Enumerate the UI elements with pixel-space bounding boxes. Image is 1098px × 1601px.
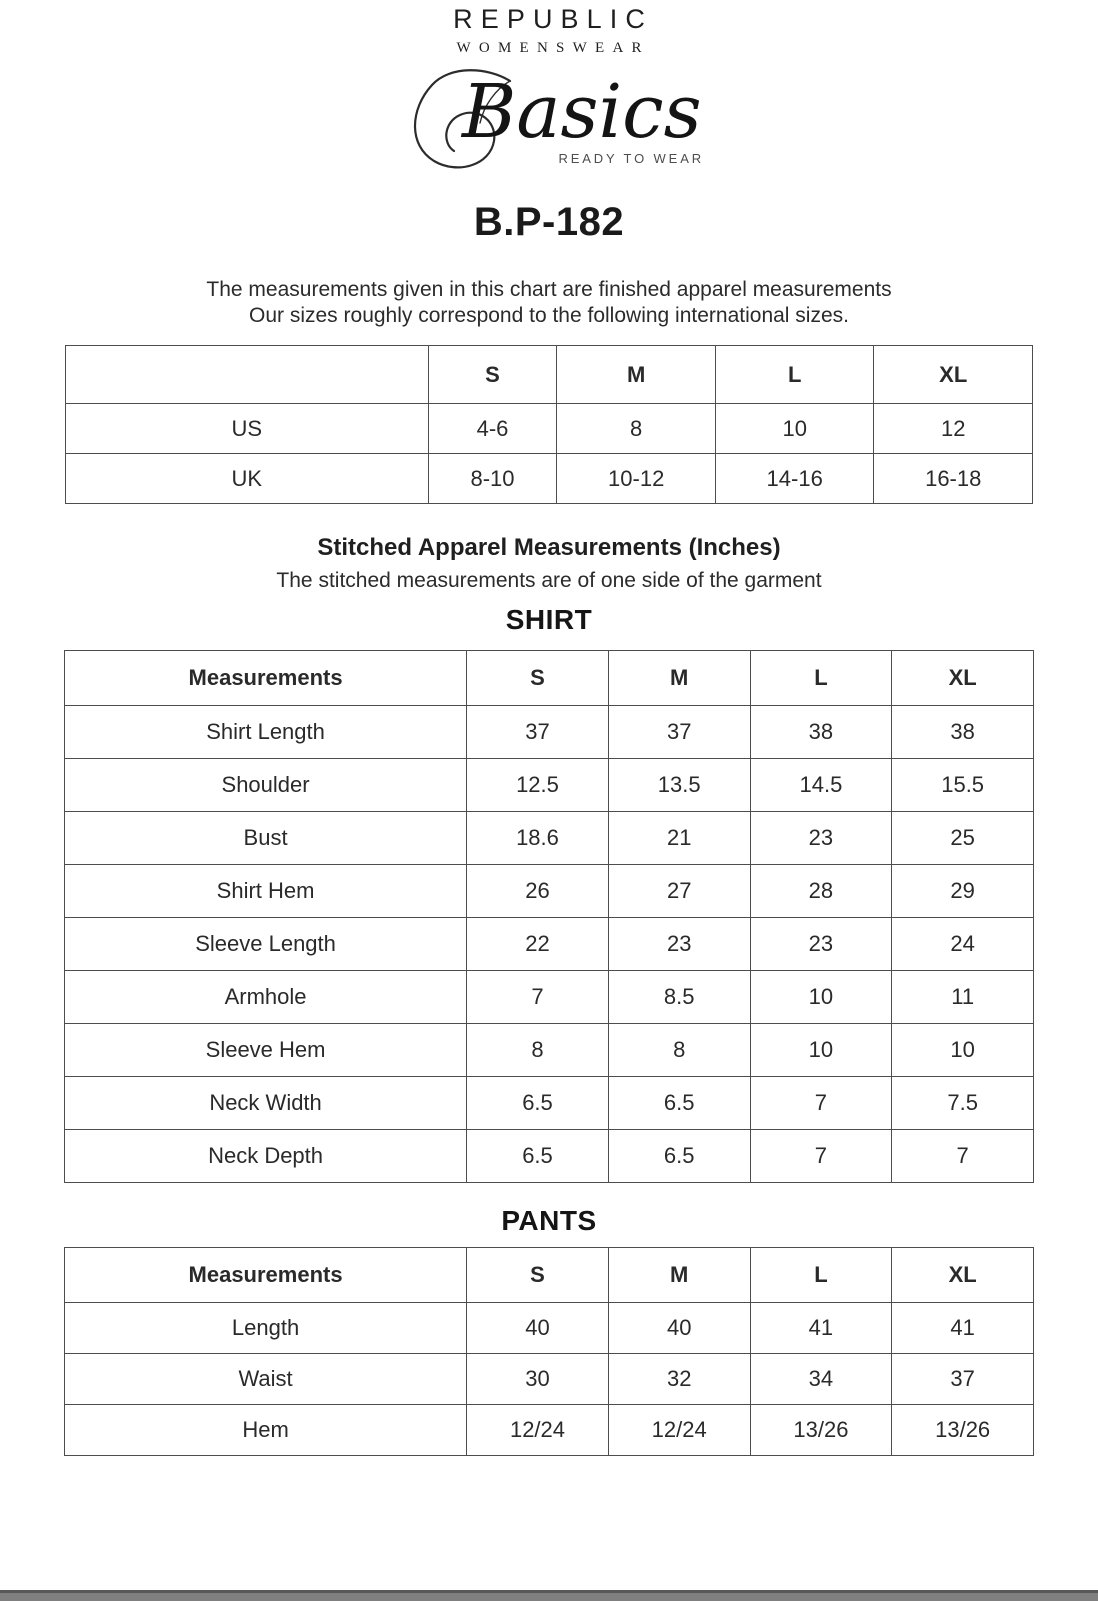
measurement-cell: 25 — [892, 812, 1034, 865]
table-row — [65, 1405, 1034, 1456]
measurement-cell: 8 — [467, 1024, 609, 1077]
measurement-cell: 37 — [608, 706, 750, 759]
table-row — [65, 918, 1034, 971]
intro-line-1: The measurements given in this chart are finished apparel measurements — [206, 278, 892, 301]
row-label: Armhole — [65, 971, 467, 1024]
measurement-cell: 4-6 — [428, 404, 557, 454]
shirt-heading: SHIRT — [505, 604, 593, 635]
measurement-cell: 40 — [608, 1303, 750, 1354]
measurement-cell: 38 — [892, 706, 1034, 759]
table-row — [65, 1303, 1034, 1354]
column-header: M — [608, 1248, 750, 1303]
stitched-measurements-title: Stitched Apparel Measurements (Inches) — [317, 534, 781, 561]
measurement-cell: 7 — [892, 1130, 1034, 1183]
measurement-cell: 29 — [892, 865, 1034, 918]
measurement-cell: 6.5 — [608, 1077, 750, 1130]
measurement-cell: 11 — [892, 971, 1034, 1024]
measurement-cell: 12 — [874, 404, 1033, 454]
stitched-measurements-subtitle: The stitched measurements are of one side of the garment — [276, 569, 822, 592]
column-header: Measurements — [65, 1248, 467, 1303]
row-label: US — [66, 404, 429, 454]
table-header-row — [65, 1248, 1034, 1303]
column-header: S — [467, 651, 609, 706]
measurement-cell: 26 — [467, 865, 609, 918]
shirt-measurements-table — [64, 650, 1034, 1183]
table-row — [65, 706, 1034, 759]
measurement-cell: 14-16 — [715, 454, 874, 504]
brand-header — [0, 0, 1098, 245]
measurement-cell: 15.5 — [892, 759, 1034, 812]
measurement-cell: 41 — [750, 1303, 892, 1354]
column-header: XL — [874, 346, 1033, 404]
measurement-cell: 24 — [892, 918, 1034, 971]
measurement-cell: 30 — [467, 1354, 609, 1405]
row-label: Neck Width — [65, 1077, 467, 1130]
column-header: XL — [892, 1248, 1034, 1303]
column-header: M — [608, 651, 750, 706]
row-label: Length — [65, 1303, 467, 1354]
row-label: Sleeve Length — [65, 918, 467, 971]
measurement-cell: 21 — [608, 812, 750, 865]
measurement-cell: 8 — [608, 1024, 750, 1077]
column-header: XL — [892, 651, 1034, 706]
measurement-cell: 23 — [750, 918, 892, 971]
row-label: Shirt Hem — [65, 865, 467, 918]
measurement-cell: 6.5 — [467, 1130, 609, 1183]
table-row — [66, 454, 1033, 504]
table-row — [65, 1024, 1034, 1077]
pants-measurements-table — [64, 1247, 1034, 1456]
measurement-cell: 10 — [750, 971, 892, 1024]
measurement-cell: 10 — [715, 404, 874, 454]
measurement-cell: 7 — [467, 971, 609, 1024]
column-header: S — [428, 346, 557, 404]
measurement-cell: 10-12 — [557, 454, 716, 504]
measurement-cell: 37 — [467, 706, 609, 759]
measurement-cell: 12/24 — [467, 1405, 609, 1456]
column-header: M — [557, 346, 716, 404]
row-label: Waist — [65, 1354, 467, 1405]
measurement-cell: 38 — [750, 706, 892, 759]
measurement-cell: 6.5 — [467, 1077, 609, 1130]
measurement-cell: 34 — [750, 1354, 892, 1405]
table-row — [65, 971, 1034, 1024]
measurement-cell: 28 — [750, 865, 892, 918]
measurement-cell: 23 — [750, 812, 892, 865]
measurement-cell: 13.5 — [608, 759, 750, 812]
intro-text — [0, 277, 1098, 329]
table-row — [65, 1130, 1034, 1183]
row-label: Sleeve Hem — [65, 1024, 467, 1077]
measurement-cell: 18.6 — [467, 812, 609, 865]
measurement-cell: 8-10 — [428, 454, 557, 504]
measurement-cell: 7 — [750, 1130, 892, 1183]
international-sizes-table — [65, 345, 1033, 504]
table-row — [65, 1077, 1034, 1130]
window-bottom-edge — [0, 1590, 1098, 1601]
table-row — [65, 865, 1034, 918]
table-row — [65, 812, 1034, 865]
measurement-cell: 16-18 — [874, 454, 1033, 504]
brand-subtitle: WOMENSWEAR — [456, 40, 650, 56]
table-row — [66, 404, 1033, 454]
row-label: Shirt Length — [65, 706, 467, 759]
measurement-cell: 41 — [892, 1303, 1034, 1354]
measurement-cell: 27 — [608, 865, 750, 918]
measurement-cell: 12.5 — [467, 759, 609, 812]
column-header: L — [715, 346, 874, 404]
pants-heading: PANTS — [501, 1205, 597, 1236]
measurement-cell: 23 — [608, 918, 750, 971]
measurement-cell: 13/26 — [892, 1405, 1034, 1456]
measurement-cell: 10 — [750, 1024, 892, 1077]
column-header: Measurements — [65, 651, 467, 706]
measurement-cell: 7 — [750, 1077, 892, 1130]
product-code: B.P-182 — [473, 200, 625, 244]
measurement-cell: 7.5 — [892, 1077, 1034, 1130]
logo-script-text: Basics — [462, 69, 702, 155]
measurement-cell: 12/24 — [608, 1405, 750, 1456]
measurement-cell: 13/26 — [750, 1405, 892, 1456]
row-label: Bust — [65, 812, 467, 865]
brand-name: REPUBLIC — [453, 4, 653, 34]
column-header: L — [750, 651, 892, 706]
column-header: L — [750, 1248, 892, 1303]
table-header-row — [66, 346, 1033, 404]
intro-line-2: Our sizes roughly correspond to the following international sizes. — [249, 304, 849, 327]
basics-logo — [384, 59, 714, 181]
table-header-row — [65, 651, 1034, 706]
row-label: UK — [66, 454, 429, 504]
logo-tagline: READY TO WEAR — [558, 151, 704, 166]
measurement-cell: 6.5 — [608, 1130, 750, 1183]
table-row — [65, 759, 1034, 812]
row-label: Shoulder — [65, 759, 467, 812]
measurement-cell: 10 — [892, 1024, 1034, 1077]
measurement-cell: 40 — [467, 1303, 609, 1354]
row-label: Neck Depth — [65, 1130, 467, 1183]
measurement-cell: 32 — [608, 1354, 750, 1405]
table-row — [65, 1354, 1034, 1405]
measurement-cell: 37 — [892, 1354, 1034, 1405]
row-label: Hem — [65, 1405, 467, 1456]
measurement-cell: 14.5 — [750, 759, 892, 812]
measurement-cell: 8 — [557, 404, 716, 454]
measurement-cell: 8.5 — [608, 971, 750, 1024]
column-header: S — [467, 1248, 609, 1303]
measurement-cell: 22 — [467, 918, 609, 971]
column-header — [66, 346, 429, 404]
